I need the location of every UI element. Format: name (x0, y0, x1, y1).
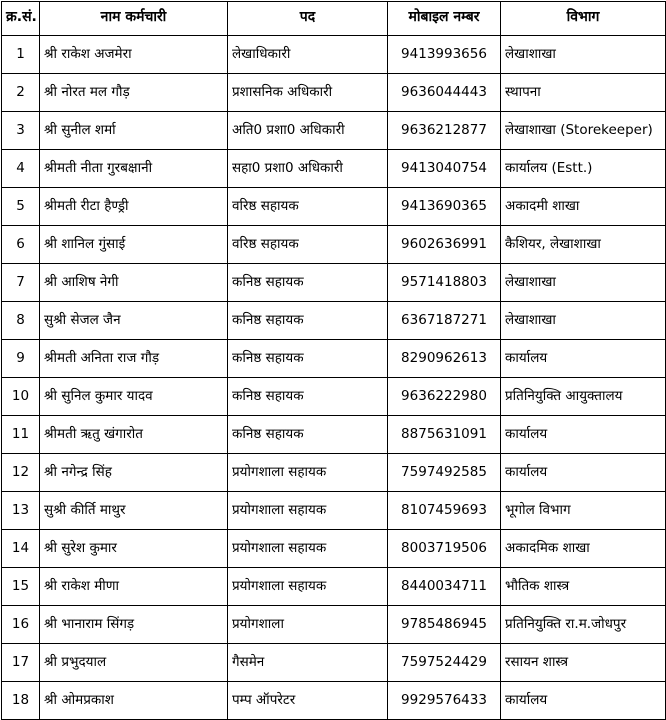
cell-name: श्रीमती नीता गुरबक्षानी (40, 150, 228, 188)
cell-mobile: 9636212877 (388, 112, 501, 150)
cell-name: श्री राकेश अजमेरा (40, 36, 228, 74)
cell-sn: 10 (2, 378, 40, 416)
cell-mobile: 8875631091 (388, 416, 501, 454)
cell-sn: 4 (2, 150, 40, 188)
cell-mobile: 8003719506 (388, 530, 501, 568)
cell-post: कनिष्ठ सहायक (228, 302, 388, 340)
table-row (2, 644, 666, 682)
column-header-name: नाम कर्मचारी (40, 2, 228, 36)
cell-dept: भूगोल विभाग (501, 492, 666, 530)
table-row (2, 264, 666, 302)
table-row (2, 36, 666, 74)
cell-mobile: 9413040754 (388, 150, 501, 188)
table-row (2, 74, 666, 112)
cell-name: श्री सुनिल कुमार यादव (40, 378, 228, 416)
cell-post: प्रशासनिक अधिकारी (228, 74, 388, 112)
cell-dept: भौतिक शास्त्र (501, 568, 666, 606)
cell-post: कनिष्ठ सहायक (228, 264, 388, 302)
cell-sn: 1 (2, 36, 40, 74)
column-header-mobile: मोबाइल नम्बर (388, 2, 501, 36)
cell-name: श्री सुरेश कुमार (40, 530, 228, 568)
cell-dept: कार्यालय (501, 340, 666, 378)
cell-mobile: 9571418803 (388, 264, 501, 302)
table-row (2, 530, 666, 568)
cell-post: वरिष्ठ सहायक (228, 226, 388, 264)
cell-sn: 16 (2, 606, 40, 644)
cell-mobile: 9413690365 (388, 188, 501, 226)
cell-name: श्री प्रभुदयाल (40, 644, 228, 682)
cell-name: श्रीमती अनिता राज गौड़ (40, 340, 228, 378)
cell-name: श्री नगेन्द्र सिंह (40, 454, 228, 492)
table-row (2, 188, 666, 226)
cell-sn: 13 (2, 492, 40, 530)
cell-dept: कैशियर, लेखाशाखा (501, 226, 666, 264)
cell-dept: कार्यालय (501, 454, 666, 492)
cell-sn: 5 (2, 188, 40, 226)
staff-directory-table (1, 1, 666, 720)
cell-sn: 6 (2, 226, 40, 264)
cell-dept: लेखाशाखा (Storekeeper) (501, 112, 666, 150)
cell-post: प्रयोगशाला सहायक (228, 530, 388, 568)
cell-post: प्रयोगशाला सहायक (228, 492, 388, 530)
cell-dept: लेखाशाखा (501, 36, 666, 74)
cell-dept: अकादमिक शाखा (501, 530, 666, 568)
table-row (2, 226, 666, 264)
column-header-serial: क्र.सं. (2, 2, 40, 36)
cell-name: श्री ओमप्रकाश (40, 682, 228, 720)
cell-post: अति0 प्रशा0 अधिकारी (228, 112, 388, 150)
cell-name: श्रीमती रीटा हैण्ड्री (40, 188, 228, 226)
cell-name: श्री शानिल गुंसाई (40, 226, 228, 264)
cell-dept: कार्यालय (Estt.) (501, 150, 666, 188)
cell-sn: 3 (2, 112, 40, 150)
cell-mobile: 8107459693 (388, 492, 501, 530)
cell-post: प्रयोगशाला (228, 606, 388, 644)
cell-sn: 8 (2, 302, 40, 340)
cell-mobile: 8440034711 (388, 568, 501, 606)
cell-name: सुश्री सेजल जैन (40, 302, 228, 340)
table-row (2, 568, 666, 606)
table-row (2, 340, 666, 378)
cell-name: श्री नोरत मल गौड़ (40, 74, 228, 112)
cell-dept: रसायन शास्त्र (501, 644, 666, 682)
cell-post: कनिष्ठ सहायक (228, 378, 388, 416)
cell-mobile: 7597492585 (388, 454, 501, 492)
cell-mobile: 9636222980 (388, 378, 501, 416)
cell-post: लेखाधिकारी (228, 36, 388, 74)
cell-mobile: 9785486945 (388, 606, 501, 644)
cell-name: श्री भानाराम सिंगड़ (40, 606, 228, 644)
table-row (2, 378, 666, 416)
cell-name: श्री सुनील शर्मा (40, 112, 228, 150)
cell-mobile: 9929576433 (388, 682, 501, 720)
cell-post: सहा0 प्रशा0 अधिकारी (228, 150, 388, 188)
cell-dept: प्रतिनियुक्ति आयुक्तालय (501, 378, 666, 416)
table-row (2, 150, 666, 188)
table-row (2, 606, 666, 644)
cell-dept: कार्यालय (501, 416, 666, 454)
cell-sn: 12 (2, 454, 40, 492)
cell-name: श्री राकेश मीणा (40, 568, 228, 606)
cell-dept: कार्यालय (501, 682, 666, 720)
cell-sn: 7 (2, 264, 40, 302)
cell-sn: 14 (2, 530, 40, 568)
cell-sn: 18 (2, 682, 40, 720)
table-row (2, 112, 666, 150)
cell-mobile: 9602636991 (388, 226, 501, 264)
column-header-post: पद (228, 2, 388, 36)
table-row (2, 416, 666, 454)
table-body (2, 36, 666, 720)
cell-post: कनिष्ठ सहायक (228, 416, 388, 454)
cell-post: वरिष्ठ सहायक (228, 188, 388, 226)
cell-mobile: 9413993656 (388, 36, 501, 74)
cell-name: सुश्री कीर्ति माथुर (40, 492, 228, 530)
cell-dept: लेखाशाखा (501, 302, 666, 340)
cell-mobile: 6367187271 (388, 302, 501, 340)
cell-mobile: 9636044443 (388, 74, 501, 112)
cell-name: श्रीमती ऋतु खंगारोत (40, 416, 228, 454)
cell-post: कनिष्ठ सहायक (228, 340, 388, 378)
table-row (2, 492, 666, 530)
cell-dept: अकादमी शाखा (501, 188, 666, 226)
cell-sn: 9 (2, 340, 40, 378)
cell-sn: 2 (2, 74, 40, 112)
table-row (2, 454, 666, 492)
cell-mobile: 8290962613 (388, 340, 501, 378)
cell-sn: 11 (2, 416, 40, 454)
cell-mobile: 7597524429 (388, 644, 501, 682)
cell-dept: प्रतिनियुक्ति रा.म.जोधपुर (501, 606, 666, 644)
cell-post: गैसमेन (228, 644, 388, 682)
cell-dept: स्थापना (501, 74, 666, 112)
cell-sn: 17 (2, 644, 40, 682)
cell-dept: लेखाशाखा (501, 264, 666, 302)
table-header-row (2, 2, 666, 36)
cell-post: प्रयोगशाला सहायक (228, 568, 388, 606)
table-row (2, 682, 666, 720)
table-row (2, 302, 666, 340)
cell-sn: 15 (2, 568, 40, 606)
column-header-department: विभाग (501, 2, 666, 36)
cell-post: प्रयोगशाला सहायक (228, 454, 388, 492)
table-header (2, 2, 666, 36)
cell-post: पम्प ऑपरेटर (228, 682, 388, 720)
cell-name: श्री आशिष नेगी (40, 264, 228, 302)
